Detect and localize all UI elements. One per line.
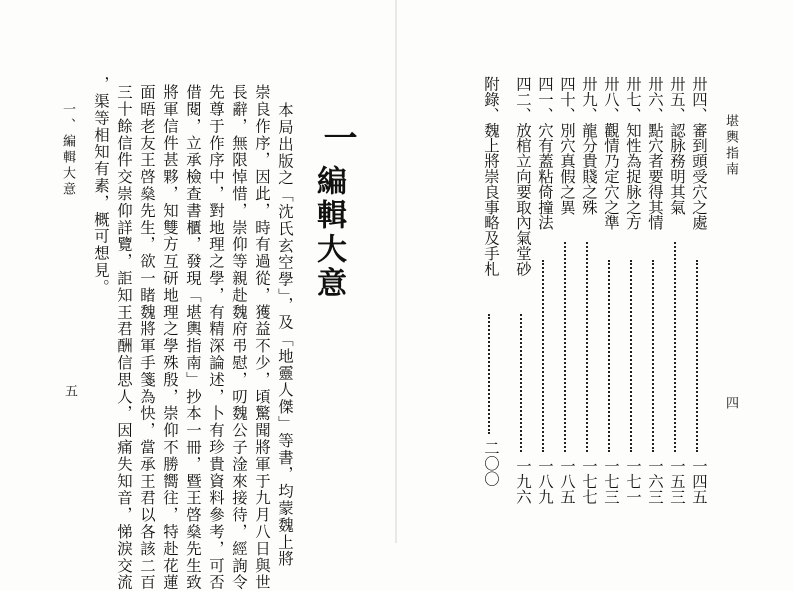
toc-entry-page: 一六三: [646, 458, 664, 505]
toc-leader-dots: [488, 314, 490, 434]
text-column: 長辭，無限悼惜，崇仰等親赴魏府弔慰，叨魏公子淦來接待，經詢令: [230, 84, 248, 591]
toc-leader-dots: [608, 260, 610, 452]
text-column: 三十餘信件交崇仰詳覽，詎知王君酬信思人，因痛失知音，悌淚交流: [115, 84, 133, 591]
toc-entry-title: 卅九、龍分貴賤之殊: [580, 76, 598, 215]
left-page: [0, 0, 396, 591]
toc-entry-title: 卅四、審到頭受穴之處: [690, 76, 708, 230]
toc-leader-dots: [652, 260, 654, 452]
toc-entry-page: 二〇〇: [482, 440, 500, 487]
right-page: [397, 0, 793, 543]
toc-leader-dots: [674, 242, 676, 452]
text-column: 本局出版之「沈氏玄空學」，及「地靈人傑」等書，均蒙魏上將: [276, 102, 294, 568]
toc-entry-page: 一七七: [580, 458, 598, 505]
toc-entry-title: 附錄、魏上將崇良事略及手札: [482, 76, 500, 277]
chapter-number: 一: [317, 120, 357, 154]
toc-entry-page: 一七一: [624, 458, 642, 505]
toc-entry-title: 卅七、知性為捉脉之方: [624, 76, 642, 230]
toc-entry-title: 四十、別穴真假之異: [558, 76, 576, 215]
running-head: 堪輿指南: [723, 114, 738, 178]
toc-entry-title: 四一、穴有蓋粘倚撞法: [536, 76, 554, 230]
toc-leader-dots: [542, 260, 544, 452]
text-column: 將軍信件甚夥，知雙方互研地理之學殊殷，崇仰不勝嚮往，特赴花蓮: [161, 84, 179, 591]
toc-leader-dots: [520, 314, 522, 452]
text-column: 崇良作序，因此，時有過從，獲益不少，頃驚聞將軍于九月八日與世: [253, 84, 271, 591]
toc-entry-title: 卅五、認脉務明其氣: [668, 76, 686, 215]
toc-entry-title: 卅六、點穴者要得其情: [646, 76, 664, 230]
toc-leader-dots: [630, 260, 632, 452]
text-column: 先尊于作序中，對地理之學，有精深論述，卜有珍貴資料參考，可否: [207, 84, 225, 591]
toc-entry-page: 一九六: [514, 458, 532, 505]
toc-entry-page: 一五三: [668, 458, 686, 505]
toc-entry-page: 一七三: [602, 458, 620, 505]
toc-leader-dots: [564, 242, 566, 452]
toc-leader-dots: [586, 242, 588, 452]
toc-entry-page: 一八九: [536, 458, 554, 505]
text-column: 面晤老友王啓燊先生，欲一睹魏將軍手箋為快，當承王君以各該二百: [138, 84, 156, 591]
page-number: 五: [62, 384, 77, 397]
toc-leader-dots: [696, 260, 698, 452]
chapter-title: 編輯大意: [311, 165, 346, 301]
page-number: 四: [723, 396, 738, 409]
text-column: ，渠等相知有素，概可想見。: [92, 76, 110, 296]
toc-entry-title: 卅八、觀情乃定穴之準: [602, 76, 620, 230]
toc-entry-page: 一四五: [690, 458, 708, 505]
text-column: 借閱，立承檢查書櫃，發現「堪輿指南」抄本一冊，暨王啓燊先生致: [184, 84, 202, 591]
running-head: 一、編輯大意: [60, 102, 75, 198]
toc-entry-title: 四二、放棺立向要取內氣堂砂: [514, 76, 532, 277]
toc-entry-page: 一八五: [558, 458, 576, 505]
